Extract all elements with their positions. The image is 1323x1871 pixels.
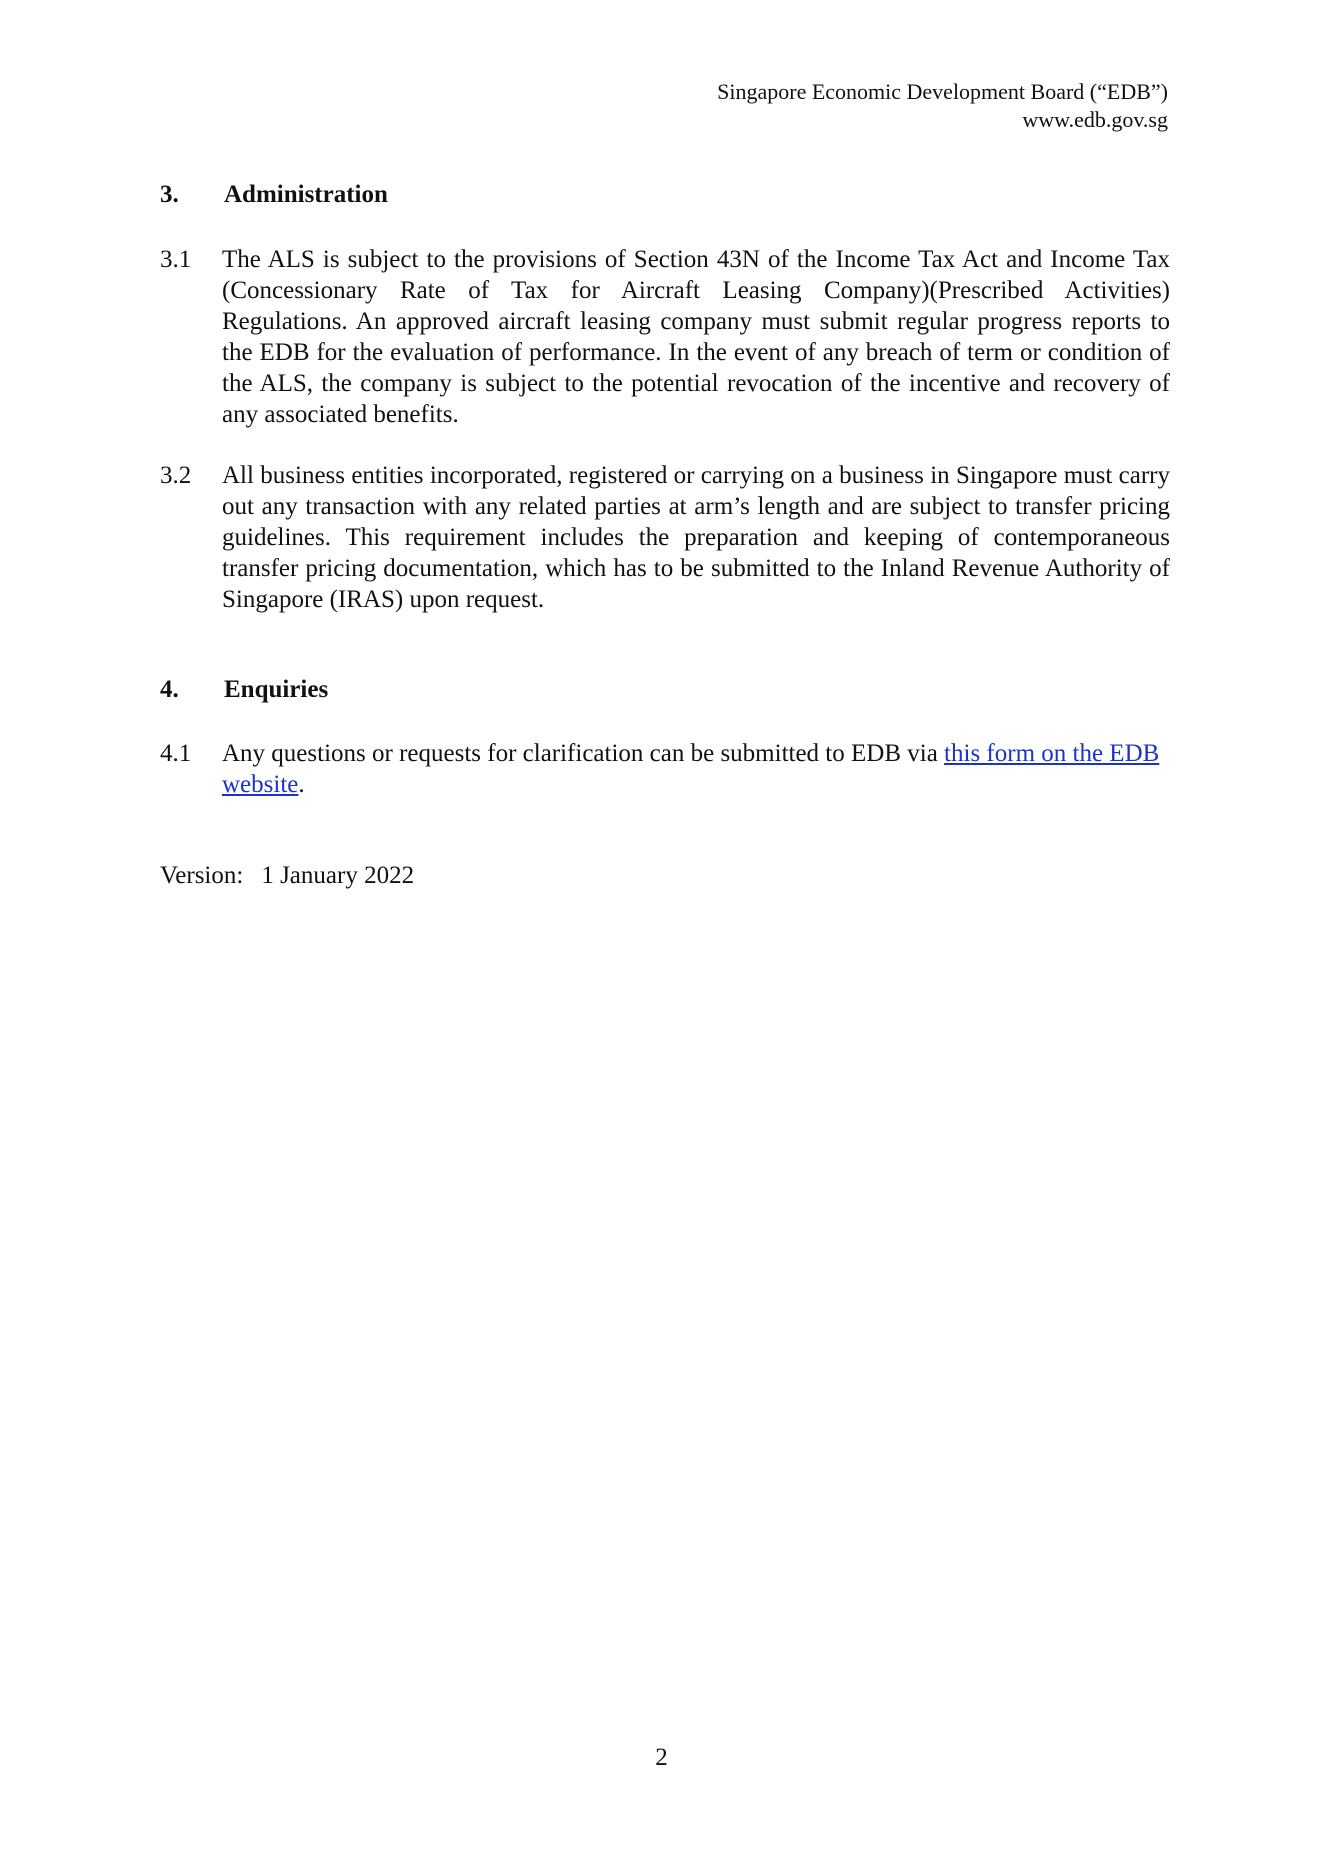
paragraph-number: 4.1 [160,740,192,767]
paragraph-text [222,738,1170,800]
section-number: 3. [160,181,179,208]
paragraph-3-1 [160,244,1170,430]
version-line [160,860,414,891]
paragraph-number: 3.1 [160,246,192,273]
section-title: Administration [224,181,388,208]
paragraph-text: All business entities incorporated, registered or carrying on a business in Singapore must carry out any transaction with any related parties at arm’s length and are subject to transfer pricing guidelines. This requirement includes the preparation and keeping of contemporaneous transfer pricing documentation, which has to be submitted to the Inland Revenue Authority of Singapore (IRAS) upon request. [222,462,1170,613]
paragraph-text-after-link: . [298,771,305,798]
version-label: Version: [160,862,244,889]
section-number: 4. [160,676,179,703]
version-date: 1 January 2022 [261,862,415,889]
section-heading-administration [160,180,388,210]
paragraph-text: The ALS is subject to the provisions of Section 43N of the Income Tax Act and Income Tax (Concessionary Rate of Tax for Aircraft Leasing Company)(Prescribed Activities) Regulations. An approved aircraft leasing company must submit regular progress reports to the EDB for the evaluation of performance. In the event of any breach of term or condition of the ALS, the company is subject to the potential revocation of the incentive and recovery of any associated benefits. [222,246,1170,428]
header-website: www.edb.gov.sg [1022,107,1168,132]
paragraph-3-2 [160,460,1170,615]
paragraph-text-before-link: Any questions or requests for clarification can be submitted to EDB via [222,740,945,767]
paragraph-number: 3.2 [160,462,192,489]
paragraph-4-1 [160,738,1170,800]
section-heading-enquiries [160,675,328,705]
section-title: Enquiries [224,676,329,703]
page-header [717,78,1168,134]
page-number: 2 [655,1744,668,1771]
edb-enquiry-form-link[interactable]: this form on the EDB website [222,740,1160,798]
header-organization: Singapore Economic Development Board (“EDB”) [717,79,1168,104]
